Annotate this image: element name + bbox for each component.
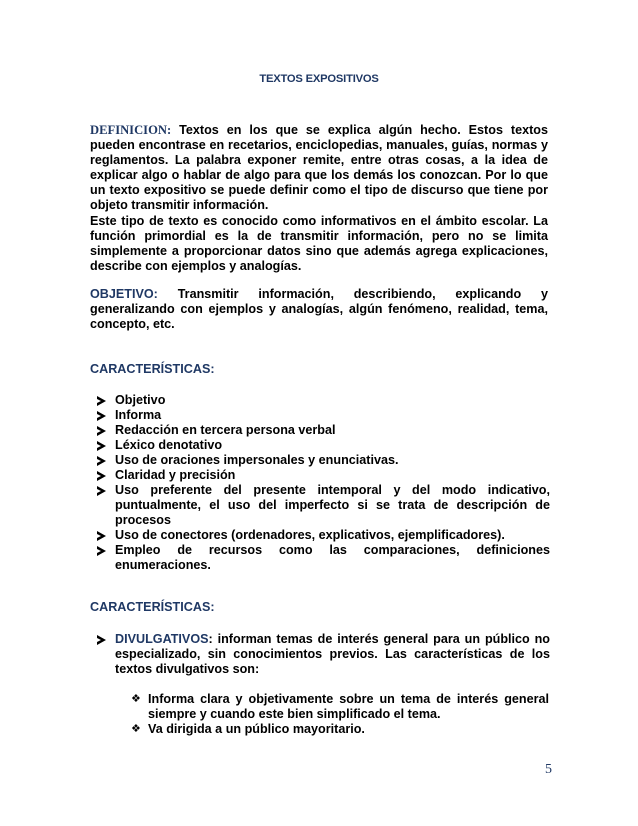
sub-list-item: ❖ Informa clara y objetivamente sobre un tema de interés general siempre y cuando este bien simplificado el tema. [131, 692, 549, 721]
divulgativos-text: : informan temas de interés general para un público no especializado, sin conocimientos previos. Las características de los textos divulgativos son: [115, 632, 550, 676]
list-item: Léxico denotativo [90, 438, 550, 453]
arrow-bullet-icon [97, 635, 106, 645]
objetivo-text: Transmitir información, describiendo, explicando y generalizando con ejemplos y analogías, algún fenómeno, realidad, tema, concepto, etc. [90, 287, 548, 331]
definicion-paragraph-2 [90, 214, 548, 274]
definicion-text: Textos en los que se explica algún hecho. Estos textos pueden encontrase en recetarios, enciclopedias, manuales, guías, normas y reglamentos. La palabra exponer remite, entre otras cosas, a la idea de explicar algo o hablar de algo para que los demás los conozcan. Por lo que un texto expositivo se puede definir como el tipo de discurso que tiene por objeto transmitir información. [90, 123, 549, 212]
definicion-text-2: Este tipo de texto es conocido como informativos en el ámbito escolar. La función primordial es la de transmitir información, pero no se limita simplemente a proporcionar datos sino que además agrega explicaciones, describe con ejemplos y analogías. [90, 214, 548, 273]
list-item: Informa [90, 408, 550, 423]
list-item-divulgativos [90, 632, 550, 677]
objetivo-paragraph [90, 287, 548, 332]
definicion-paragraph [90, 123, 548, 213]
definicion-label: DEFINICION: [90, 123, 172, 137]
sub-list-item: ❖ Va dirigida a un público mayoritario. [131, 722, 365, 736]
list-item: Uso de conectores (ordenadores, explicativos, ejemplificadores). [90, 528, 550, 543]
list-item: Uso de oraciones impersonales y enunciativas. [90, 453, 550, 468]
caracteristicas-heading-2: CARACTERÍSTICAS: [90, 600, 215, 614]
divulgativos-label: DIVULGATIVOS [115, 632, 209, 646]
caracteristicas-heading-1: CARACTERÍSTICAS: [90, 362, 215, 376]
list-item: Objetivo [90, 393, 550, 408]
divulgativos-sublist [131, 692, 549, 737]
list-item: Uso preferente del presente intemporal y del modo indicativo, puntualmente, el uso del imperfecto si se trata de descripción de procesos [90, 483, 550, 528]
arrow-bullet-icon [97, 441, 106, 451]
page-number: 5 [545, 762, 552, 777]
diamond-bullet-icon: ❖ [131, 693, 141, 705]
arrow-bullet-icon [97, 456, 106, 466]
arrow-bullet-icon [97, 531, 106, 541]
arrow-bullet-icon [97, 546, 106, 556]
arrow-bullet-icon [97, 486, 106, 496]
list-item: Empleo de recursos como las comparaciones, definiciones enumeraciones. [90, 543, 550, 573]
arrow-bullet-icon [97, 471, 106, 481]
arrow-bullet-icon [97, 426, 106, 436]
page-title: TEXTOS EXPOSITIVOS [259, 73, 379, 85]
divulgativos-section [90, 632, 550, 677]
arrow-bullet-icon [97, 411, 106, 421]
caracteristicas-list-1 [90, 393, 550, 573]
arrow-bullet-icon [97, 396, 106, 406]
list-item: Redacción en tercera persona verbal [90, 423, 550, 438]
objetivo-label: OBJETIVO: [90, 287, 158, 301]
diamond-bullet-icon: ❖ [131, 723, 141, 735]
list-item: Claridad y precisión [90, 468, 550, 483]
